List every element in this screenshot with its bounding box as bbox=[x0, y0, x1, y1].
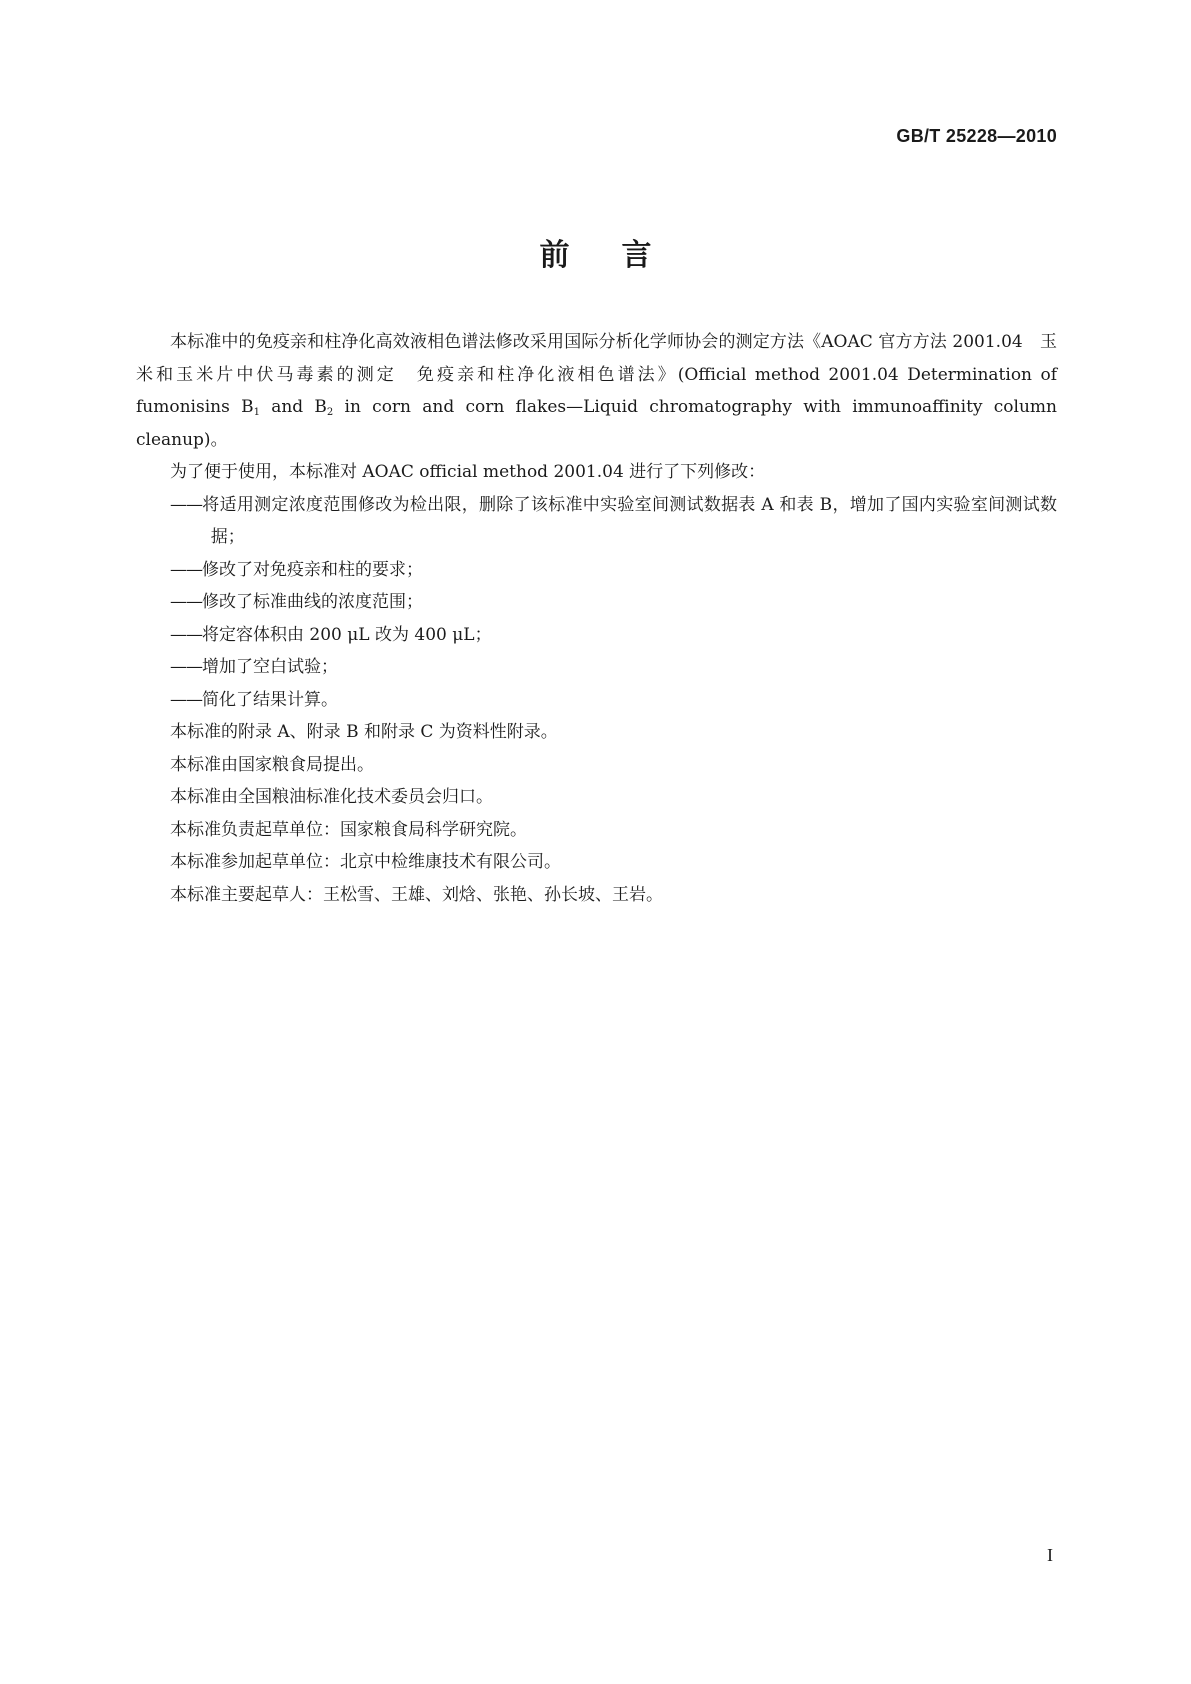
dash-marker: —— bbox=[170, 559, 202, 580]
list-item-text: 修改了标准曲线的浓度范围； bbox=[202, 592, 423, 612]
statement-participating-drafter: 本标准参加起草单位：北京中检维康技术有限公司。 bbox=[170, 852, 561, 872]
list-item-text: 将适用测定浓度范围修改为检出限，删除了该标准中实验室间测试数据表 A 和表 B，增加了国内实验室间测试数据； bbox=[202, 494, 1057, 547]
list-item-text: 将定容体积由 200 μL 改为 400 μL； bbox=[202, 624, 492, 645]
subscript-2: 2 bbox=[326, 407, 334, 418]
dash-marker: —— bbox=[170, 592, 202, 612]
statement-responsible-drafter: 本标准负责起草单位：国家粮食局科学研究院。 bbox=[170, 819, 527, 840]
list-item-text: 增加了空白试验； bbox=[202, 657, 338, 677]
intro-text-part3: in corn and corn flakes—Liquid chromatography with immunoaffinity column cleanup)。 bbox=[136, 397, 1057, 450]
list-item bbox=[136, 684, 1057, 717]
list-item bbox=[136, 489, 1057, 554]
intro-text-part2: and B bbox=[259, 397, 327, 417]
list-item-text: 简化了结果计算。 bbox=[202, 689, 338, 710]
statement-proposer: 本标准由国家粮食局提出。 bbox=[170, 754, 374, 775]
dash-marker: —— bbox=[170, 689, 202, 710]
list-item bbox=[136, 554, 1057, 587]
dash-marker: —— bbox=[170, 657, 202, 677]
subscript-1: 1 bbox=[253, 407, 260, 418]
modifications-intro: 为了便于使用，本标准对 AOAC official method 2001.04 进行了下列修改： bbox=[170, 462, 766, 482]
page-number: I bbox=[1047, 1545, 1053, 1565]
statement-committee: 本标准由全国粮油标准化技术委员会归口。 bbox=[170, 787, 493, 807]
foreword-body bbox=[136, 326, 1057, 911]
statement-main-drafters: 本标准主要起草人：王松雪、王雄、刘焓、张艳、孙长坡、王岩。 bbox=[170, 884, 663, 905]
list-item bbox=[136, 619, 1057, 652]
list-item bbox=[136, 651, 1057, 684]
list-item bbox=[136, 586, 1057, 619]
dash-marker: —— bbox=[170, 494, 202, 515]
list-item-text: 修改了对免疫亲和柱的要求； bbox=[202, 559, 423, 580]
statement-appendix: 本标准的附录 A、附录 B 和附录 C 为资料性附录。 bbox=[170, 722, 558, 742]
standard-number: GB/T 25228—2010 bbox=[896, 126, 1057, 146]
intro-text-part1: 本标准中的免疫亲和柱净化高效液相色谱法修改采用国际分析化学师协会的测定方法《AOAC 官方方法 2001.04 玉米和玉米片中伏马毒素的测定 免疫亲和柱净化液相色谱法》(Official method 2001.04 Determination of fumonisins B bbox=[136, 332, 1057, 417]
dash-marker: —— bbox=[170, 624, 202, 645]
page-title: 前言 bbox=[539, 238, 704, 273]
intro-paragraph bbox=[136, 326, 1057, 456]
